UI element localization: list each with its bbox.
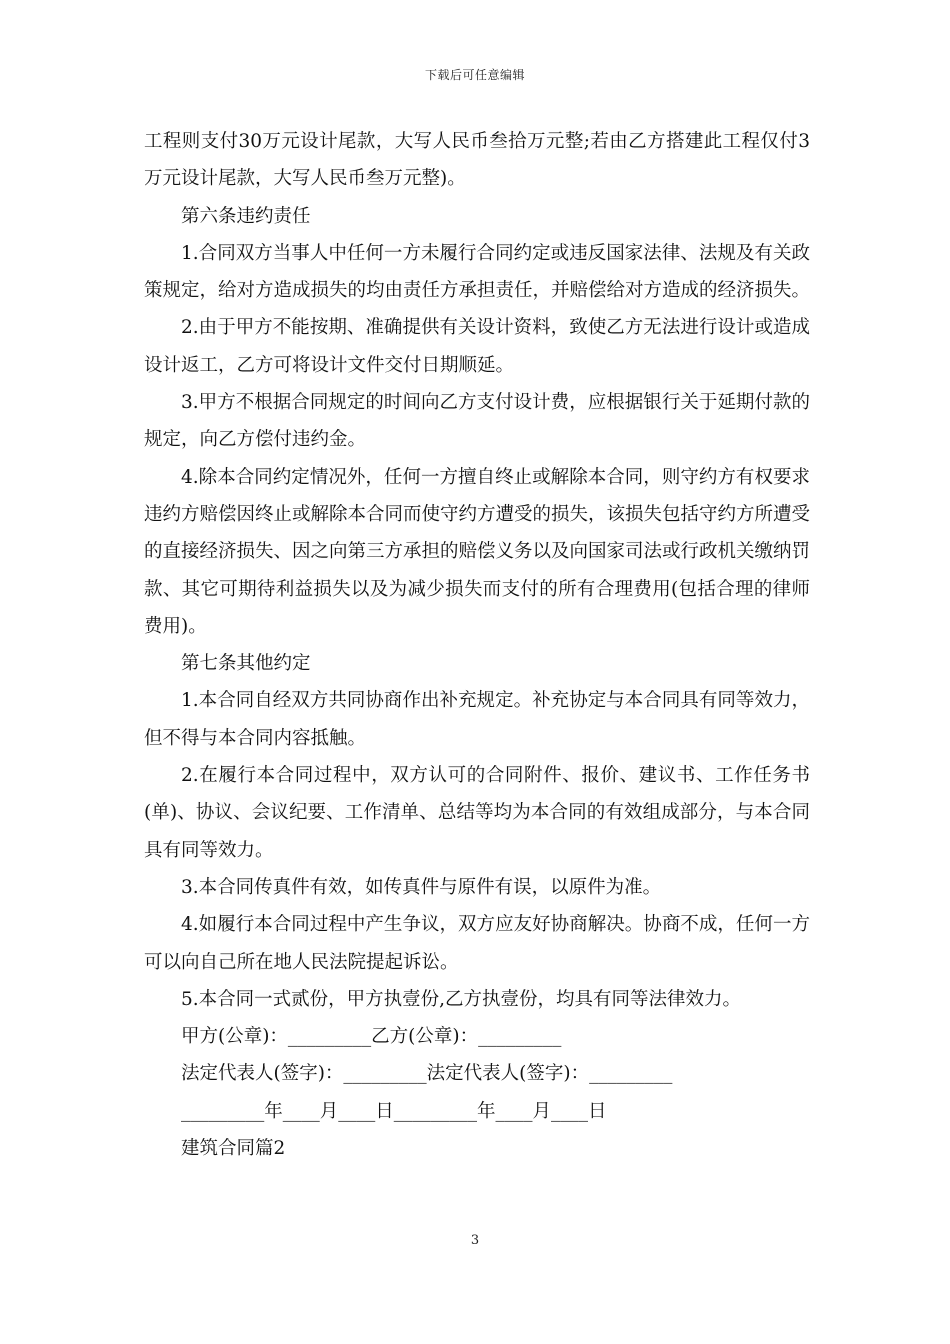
clause-6-1: 1.合同双方当事人中任何一方未履行合同约定或违反国家法律、法规及有关政策规定，给对方造成损失的均由责任方承担责任，并赔偿给对方造成的经济损失。 bbox=[144, 242, 811, 302]
clause-7-5: 5.本合同一式贰份，甲方执壹份,乙方执壹份，均具有同等法律效力。 bbox=[181, 988, 742, 1010]
signature-date-line: _________年____月____日_________年____月____日 bbox=[181, 1100, 607, 1122]
section-heading-article-7: 第七条其他约定 bbox=[181, 653, 311, 675]
next-section-title: 建筑合同篇2 bbox=[181, 1138, 286, 1160]
document-body bbox=[144, 123, 810, 1167]
page-number: 3 bbox=[470, 1233, 480, 1248]
clause-6-4: 4.除本合同约定情况外，任何一方擅自终止或解除本合同，则守约方有权要求违约方赔偿因终止或解除本合同而使守约方遭受的损失，该损失包括守约方所遭受的直接经济损失、因之向第三方承担的赔偿义务以及向国家司法或行政机关缴纳罚款、其它可期待利益损失以及为减少损失而支付的所有合理费用(包括合理的律师费用)。 bbox=[144, 466, 811, 637]
signature-seal-line: 甲方(公章)：_________乙方(公章)：_________ bbox=[181, 1026, 562, 1048]
clause-6-2: 2.由于甲方不能按期、准确提供有关设计资料，致使乙方无法进行设计或造成设计返工，乙方可将设计文件交付日期顺延。 bbox=[144, 317, 810, 376]
clause-6-3: 3.甲方不根据合同规定的时间向乙方支付设计费，应根据银行关于延期付款的规定，向乙方偿付违约金。 bbox=[144, 392, 810, 451]
page-header: 下载后可任意编辑 bbox=[424, 68, 525, 82]
paragraph-continuation: 工程则支付30万元设计尾款，大写人民币叁拾万元整;若由乙方搭建此工程仅付3万元设计尾款，大写人民币叁万元整)。 bbox=[144, 131, 810, 190]
clause-7-3: 3.本合同传真件有效，如传真件与原件有误，以原件为准。 bbox=[181, 876, 662, 898]
clause-7-2: 2.在履行本合同过程中，双方认可的合同附件、报价、建议书、工作任务书(单)、协议、会议纪要、工作清单、总结等均为本合同的有效组成部分，与本合同具有同等效力。 bbox=[144, 765, 810, 861]
clause-7-4: 4.如履行本合同过程中产生争议，双方应友好协商解决。协商不成，任何一方可以向自己所在地人民法院提起诉讼。 bbox=[144, 914, 810, 973]
section-heading-article-6: 第六条违约责任 bbox=[181, 205, 311, 227]
clause-7-1: 1.本合同自经双方共同协商作出补充规定。补充协定与本合同具有同等效力，但不得与本合同内容抵触。 bbox=[144, 690, 810, 749]
signature-representative-line: 法定代表人(签字)：_________法定代表人(签字)：_________ bbox=[181, 1063, 673, 1085]
